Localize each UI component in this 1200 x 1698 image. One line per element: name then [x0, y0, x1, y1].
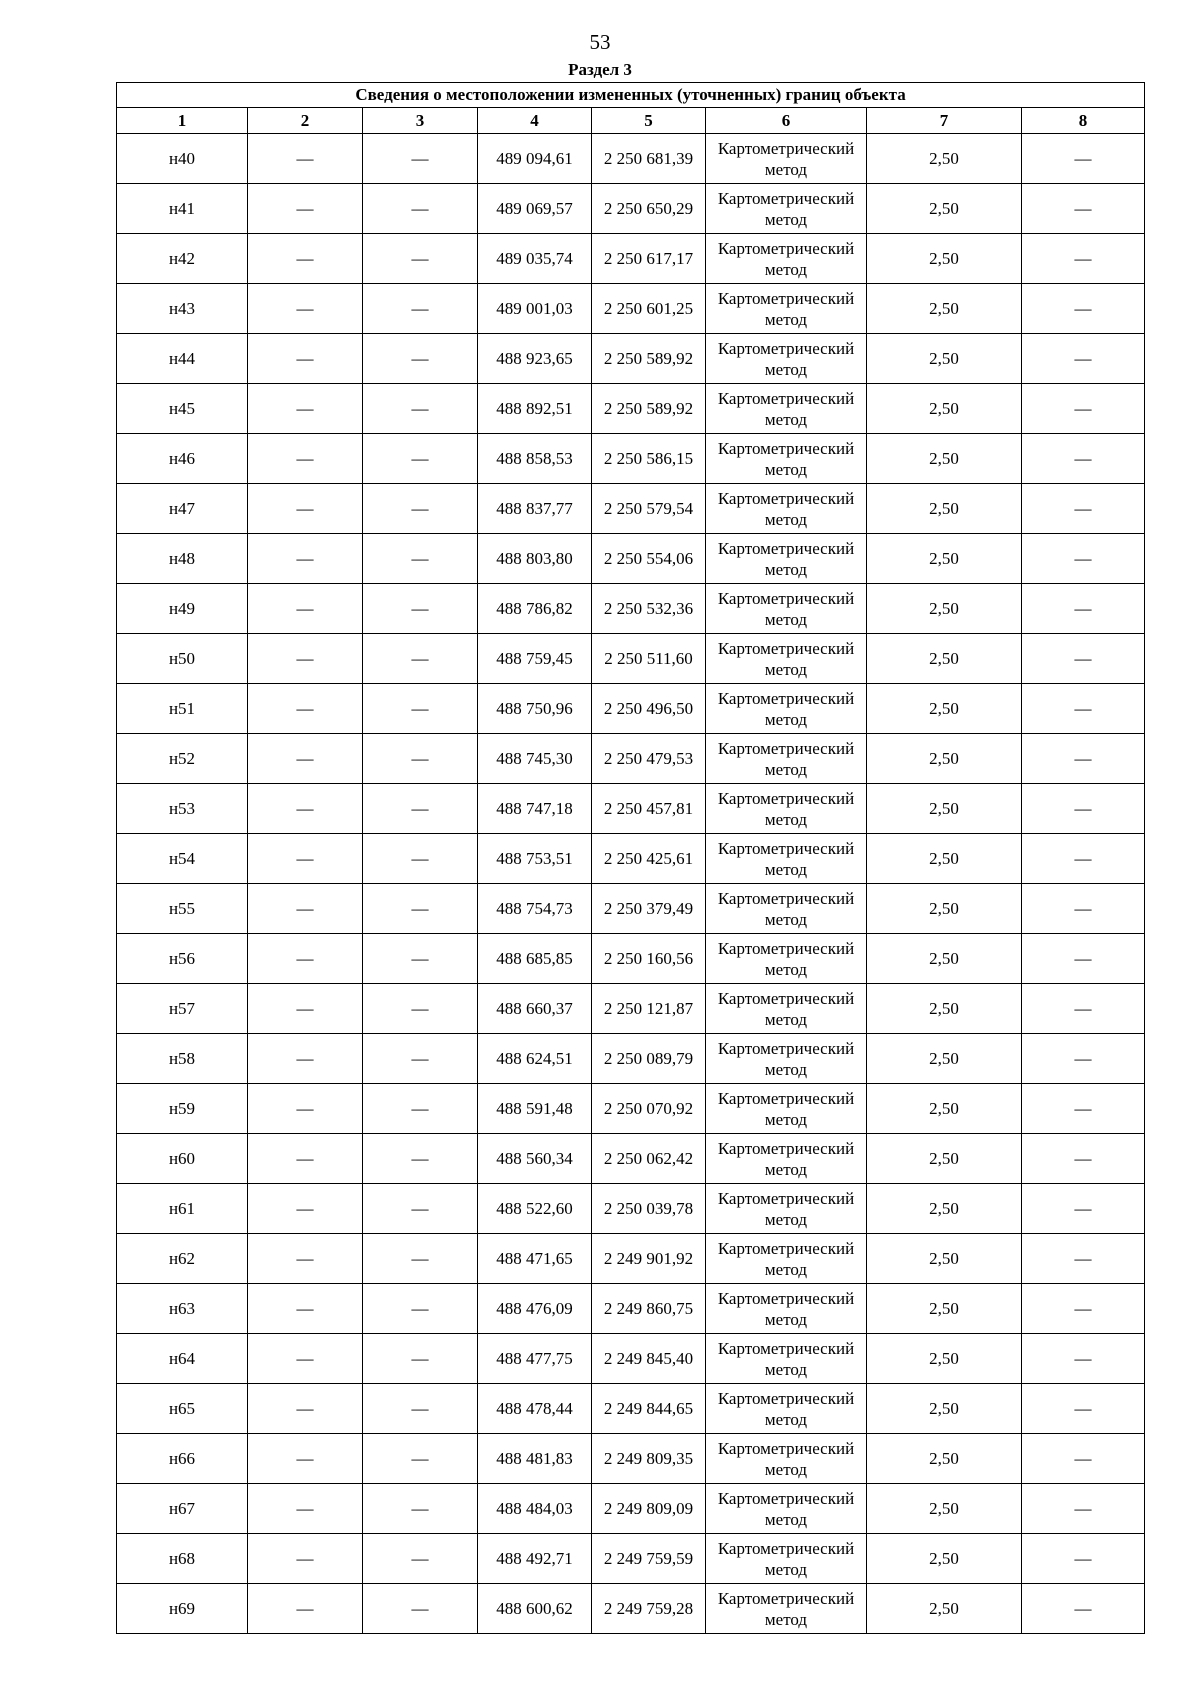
- point-number-cell: н67: [117, 1484, 248, 1534]
- column-3-cell: —: [363, 1234, 478, 1284]
- x-coordinate-cell: 488 600,62: [478, 1584, 592, 1634]
- column-2-cell: —: [248, 1184, 363, 1234]
- method-cell: Картометрический метод: [706, 1384, 867, 1434]
- x-coordinate-cell: 488 754,73: [478, 884, 592, 934]
- precision-cell: 2,50: [867, 1384, 1022, 1434]
- precision-cell: 2,50: [867, 834, 1022, 884]
- table-row: [117, 1334, 1145, 1384]
- column-3-cell: —: [363, 434, 478, 484]
- column-2-cell: —: [248, 1534, 363, 1584]
- column-8-cell: —: [1022, 234, 1145, 284]
- method-cell: Картометрический метод: [706, 184, 867, 234]
- point-number-cell: н56: [117, 934, 248, 984]
- column-2-cell: —: [248, 734, 363, 784]
- precision-cell: 2,50: [867, 184, 1022, 234]
- method-cell: Картометрический метод: [706, 1084, 867, 1134]
- point-number-cell: н57: [117, 984, 248, 1034]
- column-2-cell: —: [248, 484, 363, 534]
- column-number: 7: [867, 108, 1022, 134]
- y-coordinate-cell: 2 250 089,79: [592, 1034, 706, 1084]
- point-number-cell: н52: [117, 734, 248, 784]
- table-row: [117, 1234, 1145, 1284]
- column-8-cell: —: [1022, 284, 1145, 334]
- column-8-cell: —: [1022, 184, 1145, 234]
- precision-cell: 2,50: [867, 1434, 1022, 1484]
- column-3-cell: —: [363, 934, 478, 984]
- column-8-cell: —: [1022, 1384, 1145, 1434]
- precision-cell: 2,50: [867, 1334, 1022, 1384]
- precision-cell: 2,50: [867, 284, 1022, 334]
- precision-cell: 2,50: [867, 1534, 1022, 1584]
- y-coordinate-cell: 2 250 532,36: [592, 584, 706, 634]
- column-3-cell: —: [363, 234, 478, 284]
- y-coordinate-cell: 2 249 901,92: [592, 1234, 706, 1284]
- point-number-cell: н49: [117, 584, 248, 634]
- method-cell: Картометрический метод: [706, 734, 867, 784]
- column-8-cell: —: [1022, 684, 1145, 734]
- precision-cell: 2,50: [867, 1484, 1022, 1534]
- table-row: [117, 1484, 1145, 1534]
- method-cell: Картометрический метод: [706, 1584, 867, 1634]
- column-8-cell: —: [1022, 1234, 1145, 1284]
- method-cell: Картометрический метод: [706, 134, 867, 184]
- point-number-cell: н48: [117, 534, 248, 584]
- column-3-cell: —: [363, 1084, 478, 1134]
- x-coordinate-cell: 488 759,45: [478, 634, 592, 684]
- column-8-cell: —: [1022, 1434, 1145, 1484]
- y-coordinate-cell: 2 250 554,06: [592, 534, 706, 584]
- x-coordinate-cell: 488 471,65: [478, 1234, 592, 1284]
- point-number-cell: н53: [117, 784, 248, 834]
- column-2-cell: —: [248, 1584, 363, 1634]
- point-number-cell: н45: [117, 384, 248, 434]
- precision-cell: 2,50: [867, 234, 1022, 284]
- column-8-cell: —: [1022, 484, 1145, 534]
- method-cell: Картометрический метод: [706, 984, 867, 1034]
- y-coordinate-cell: 2 250 511,60: [592, 634, 706, 684]
- precision-cell: 2,50: [867, 434, 1022, 484]
- method-cell: Картометрический метод: [706, 434, 867, 484]
- point-number-cell: н55: [117, 884, 248, 934]
- precision-cell: 2,50: [867, 634, 1022, 684]
- column-3-cell: —: [363, 1584, 478, 1634]
- column-8-cell: —: [1022, 584, 1145, 634]
- point-number-cell: н59: [117, 1084, 248, 1134]
- method-cell: Картометрический метод: [706, 234, 867, 284]
- point-number-cell: н58: [117, 1034, 248, 1084]
- column-number: 6: [706, 108, 867, 134]
- x-coordinate-cell: 488 923,65: [478, 334, 592, 384]
- y-coordinate-cell: 2 250 589,92: [592, 334, 706, 384]
- column-3-cell: —: [363, 834, 478, 884]
- y-coordinate-cell: 2 250 070,92: [592, 1084, 706, 1134]
- x-coordinate-cell: 488 560,34: [478, 1134, 592, 1184]
- method-cell: Картометрический метод: [706, 834, 867, 884]
- column-2-cell: —: [248, 1434, 363, 1484]
- table-row: [117, 1384, 1145, 1434]
- x-coordinate-cell: 489 001,03: [478, 284, 592, 334]
- column-number: 1: [117, 108, 248, 134]
- y-coordinate-cell: 2 250 479,53: [592, 734, 706, 784]
- method-cell: Картометрический метод: [706, 784, 867, 834]
- x-coordinate-cell: 488 803,80: [478, 534, 592, 584]
- table-row: [117, 684, 1145, 734]
- column-2-cell: —: [248, 234, 363, 284]
- section-title: Раздел 3: [568, 60, 632, 79]
- method-cell: Картометрический метод: [706, 1484, 867, 1534]
- column-3-cell: —: [363, 634, 478, 684]
- x-coordinate-cell: 488 492,71: [478, 1534, 592, 1584]
- point-number-cell: н54: [117, 834, 248, 884]
- column-2-cell: —: [248, 284, 363, 334]
- point-number-cell: н68: [117, 1534, 248, 1584]
- table-row: [117, 634, 1145, 684]
- column-2-cell: —: [248, 984, 363, 1034]
- column-2-cell: —: [248, 434, 363, 484]
- table-row: [117, 234, 1145, 284]
- precision-cell: 2,50: [867, 134, 1022, 184]
- precision-cell: 2,50: [867, 1034, 1022, 1084]
- table-row: [117, 934, 1145, 984]
- y-coordinate-cell: 2 250 579,54: [592, 484, 706, 534]
- y-coordinate-cell: 2 250 496,50: [592, 684, 706, 734]
- table-row: [117, 984, 1145, 1034]
- x-coordinate-cell: 488 477,75: [478, 1334, 592, 1384]
- table-row: [117, 1134, 1145, 1184]
- precision-cell: 2,50: [867, 334, 1022, 384]
- x-coordinate-cell: 488 624,51: [478, 1034, 592, 1084]
- precision-cell: 2,50: [867, 1084, 1022, 1134]
- column-8-cell: —: [1022, 1184, 1145, 1234]
- table-row: [117, 1184, 1145, 1234]
- column-number: 8: [1022, 108, 1145, 134]
- y-coordinate-cell: 2 250 425,61: [592, 834, 706, 884]
- table-row: [117, 384, 1145, 434]
- column-3-cell: —: [363, 1434, 478, 1484]
- method-cell: Картометрический метод: [706, 584, 867, 634]
- point-number-cell: н65: [117, 1384, 248, 1434]
- y-coordinate-cell: 2 249 809,35: [592, 1434, 706, 1484]
- table-row: [117, 1284, 1145, 1334]
- x-coordinate-cell: 488 481,83: [478, 1434, 592, 1484]
- column-8-cell: —: [1022, 1584, 1145, 1634]
- table-row: [117, 784, 1145, 834]
- precision-cell: 2,50: [867, 1284, 1022, 1334]
- point-number-cell: н50: [117, 634, 248, 684]
- x-coordinate-cell: 489 094,61: [478, 134, 592, 184]
- y-coordinate-cell: 2 250 601,25: [592, 284, 706, 334]
- page-number: 53: [589, 30, 611, 54]
- column-3-cell: —: [363, 134, 478, 184]
- x-coordinate-cell: 488 747,18: [478, 784, 592, 834]
- y-coordinate-cell: 2 250 589,92: [592, 384, 706, 434]
- method-cell: Картометрический метод: [706, 1134, 867, 1184]
- column-8-cell: —: [1022, 984, 1145, 1034]
- point-number-cell: н61: [117, 1184, 248, 1234]
- method-cell: Картометрический метод: [706, 1434, 867, 1484]
- column-8-cell: —: [1022, 1134, 1145, 1184]
- column-2-cell: —: [248, 1284, 363, 1334]
- x-coordinate-cell: 488 786,82: [478, 584, 592, 634]
- method-cell: Картометрический метод: [706, 684, 867, 734]
- table-row: [117, 284, 1145, 334]
- column-8-cell: —: [1022, 1034, 1145, 1084]
- boundary-coordinates-table: [116, 82, 1145, 1634]
- method-cell: Картометрический метод: [706, 884, 867, 934]
- precision-cell: 2,50: [867, 384, 1022, 434]
- column-2-cell: —: [248, 684, 363, 734]
- precision-cell: 2,50: [867, 1184, 1022, 1234]
- point-number-cell: н62: [117, 1234, 248, 1284]
- column-3-cell: —: [363, 1384, 478, 1434]
- column-3-cell: —: [363, 784, 478, 834]
- column-3-cell: —: [363, 734, 478, 784]
- precision-cell: 2,50: [867, 1234, 1022, 1284]
- column-2-cell: —: [248, 784, 363, 834]
- y-coordinate-cell: 2 250 617,17: [592, 234, 706, 284]
- point-number-cell: н42: [117, 234, 248, 284]
- column-8-cell: —: [1022, 734, 1145, 784]
- column-number: 5: [592, 108, 706, 134]
- table-row: [117, 1534, 1145, 1584]
- point-number-cell: н47: [117, 484, 248, 534]
- column-8-cell: —: [1022, 1534, 1145, 1584]
- table-row: [117, 734, 1145, 784]
- precision-cell: 2,50: [867, 784, 1022, 834]
- method-cell: Картометрический метод: [706, 484, 867, 534]
- column-2-cell: —: [248, 1134, 363, 1184]
- column-2-cell: —: [248, 534, 363, 584]
- table-caption: Сведения о местоположении измененных (уточненных) границ объекта: [117, 83, 1145, 108]
- method-cell: Картометрический метод: [706, 934, 867, 984]
- column-3-cell: —: [363, 484, 478, 534]
- y-coordinate-cell: 2 250 586,15: [592, 434, 706, 484]
- method-cell: Картометрический метод: [706, 1534, 867, 1584]
- column-8-cell: —: [1022, 1484, 1145, 1534]
- column-2-cell: —: [248, 1334, 363, 1384]
- column-8-cell: —: [1022, 634, 1145, 684]
- method-cell: Картометрический метод: [706, 334, 867, 384]
- table-caption-row: [117, 83, 1145, 108]
- table-row: [117, 584, 1145, 634]
- precision-cell: 2,50: [867, 884, 1022, 934]
- x-coordinate-cell: 488 591,48: [478, 1084, 592, 1134]
- column-8-cell: —: [1022, 384, 1145, 434]
- point-number-cell: н40: [117, 134, 248, 184]
- y-coordinate-cell: 2 250 039,78: [592, 1184, 706, 1234]
- column-3-cell: —: [363, 1034, 478, 1084]
- table-row: [117, 1584, 1145, 1634]
- table-row: [117, 1034, 1145, 1084]
- y-coordinate-cell: 2 250 160,56: [592, 934, 706, 984]
- y-coordinate-cell: 2 250 681,39: [592, 134, 706, 184]
- column-2-cell: —: [248, 1484, 363, 1534]
- column-3-cell: —: [363, 184, 478, 234]
- table-row: [117, 134, 1145, 184]
- y-coordinate-cell: 2 249 809,09: [592, 1484, 706, 1534]
- method-cell: Картометрический метод: [706, 634, 867, 684]
- x-coordinate-cell: 488 892,51: [478, 384, 592, 434]
- x-coordinate-cell: 488 660,37: [478, 984, 592, 1034]
- column-8-cell: —: [1022, 434, 1145, 484]
- precision-cell: 2,50: [867, 684, 1022, 734]
- column-number: 2: [248, 108, 363, 134]
- precision-cell: 2,50: [867, 1134, 1022, 1184]
- column-8-cell: —: [1022, 1334, 1145, 1384]
- table-body: [117, 134, 1145, 1634]
- method-cell: Картометрический метод: [706, 384, 867, 434]
- point-number-cell: н63: [117, 1284, 248, 1334]
- method-cell: Картометрический метод: [706, 1234, 867, 1284]
- y-coordinate-cell: 2 249 759,59: [592, 1534, 706, 1584]
- precision-cell: 2,50: [867, 584, 1022, 634]
- method-cell: Картометрический метод: [706, 534, 867, 584]
- column-3-cell: —: [363, 284, 478, 334]
- method-cell: Картометрический метод: [706, 284, 867, 334]
- column-2-cell: —: [248, 1084, 363, 1134]
- point-number-cell: н46: [117, 434, 248, 484]
- column-3-cell: —: [363, 384, 478, 434]
- column-8-cell: —: [1022, 834, 1145, 884]
- column-8-cell: —: [1022, 784, 1145, 834]
- column-8-cell: —: [1022, 534, 1145, 584]
- point-number-cell: н66: [117, 1434, 248, 1484]
- column-2-cell: —: [248, 1234, 363, 1284]
- column-3-cell: —: [363, 684, 478, 734]
- method-cell: Картометрический метод: [706, 1334, 867, 1384]
- y-coordinate-cell: 2 249 844,65: [592, 1384, 706, 1434]
- x-coordinate-cell: 488 476,09: [478, 1284, 592, 1334]
- column-3-cell: —: [363, 584, 478, 634]
- column-2-cell: —: [248, 1384, 363, 1434]
- method-cell: Картометрический метод: [706, 1184, 867, 1234]
- y-coordinate-cell: 2 250 121,87: [592, 984, 706, 1034]
- y-coordinate-cell: 2 250 457,81: [592, 784, 706, 834]
- column-2-cell: —: [248, 584, 363, 634]
- x-coordinate-cell: 488 858,53: [478, 434, 592, 484]
- column-number: 3: [363, 108, 478, 134]
- column-8-cell: —: [1022, 934, 1145, 984]
- table-row: [117, 434, 1145, 484]
- column-2-cell: —: [248, 184, 363, 234]
- table-row: [117, 184, 1145, 234]
- precision-cell: 2,50: [867, 934, 1022, 984]
- point-number-cell: н64: [117, 1334, 248, 1384]
- table-row: [117, 534, 1145, 584]
- y-coordinate-cell: 2 250 062,42: [592, 1134, 706, 1184]
- column-8-cell: —: [1022, 134, 1145, 184]
- column-3-cell: —: [363, 334, 478, 384]
- column-3-cell: —: [363, 984, 478, 1034]
- x-coordinate-cell: 489 035,74: [478, 234, 592, 284]
- table-row: [117, 1434, 1145, 1484]
- column-3-cell: —: [363, 1334, 478, 1384]
- precision-cell: 2,50: [867, 734, 1022, 784]
- precision-cell: 2,50: [867, 1584, 1022, 1634]
- table-row: [117, 834, 1145, 884]
- x-coordinate-cell: 488 837,77: [478, 484, 592, 534]
- column-3-cell: —: [363, 534, 478, 584]
- table-row: [117, 1084, 1145, 1134]
- x-coordinate-cell: 489 069,57: [478, 184, 592, 234]
- point-number-cell: н69: [117, 1584, 248, 1634]
- column-2-cell: —: [248, 934, 363, 984]
- column-8-cell: —: [1022, 334, 1145, 384]
- column-8-cell: —: [1022, 1284, 1145, 1334]
- column-2-cell: —: [248, 884, 363, 934]
- table-row: [117, 334, 1145, 384]
- column-8-cell: —: [1022, 884, 1145, 934]
- point-number-cell: н43: [117, 284, 248, 334]
- column-2-cell: —: [248, 384, 363, 434]
- y-coordinate-cell: 2 250 379,49: [592, 884, 706, 934]
- x-coordinate-cell: 488 522,60: [478, 1184, 592, 1234]
- x-coordinate-cell: 488 484,03: [478, 1484, 592, 1534]
- column-3-cell: —: [363, 1484, 478, 1534]
- point-number-cell: н44: [117, 334, 248, 384]
- y-coordinate-cell: 2 250 650,29: [592, 184, 706, 234]
- x-coordinate-cell: 488 753,51: [478, 834, 592, 884]
- column-2-cell: —: [248, 834, 363, 884]
- x-coordinate-cell: 488 745,30: [478, 734, 592, 784]
- column-3-cell: —: [363, 1184, 478, 1234]
- precision-cell: 2,50: [867, 984, 1022, 1034]
- table-row: [117, 484, 1145, 534]
- method-cell: Картометрический метод: [706, 1034, 867, 1084]
- column-8-cell: —: [1022, 1084, 1145, 1134]
- column-2-cell: —: [248, 134, 363, 184]
- column-2-cell: —: [248, 334, 363, 384]
- y-coordinate-cell: 2 249 860,75: [592, 1284, 706, 1334]
- x-coordinate-cell: 488 478,44: [478, 1384, 592, 1434]
- table-row: [117, 884, 1145, 934]
- x-coordinate-cell: 488 685,85: [478, 934, 592, 984]
- point-number-cell: н60: [117, 1134, 248, 1184]
- column-3-cell: —: [363, 1284, 478, 1334]
- column-number: 4: [478, 108, 592, 134]
- x-coordinate-cell: 488 750,96: [478, 684, 592, 734]
- point-number-cell: н51: [117, 684, 248, 734]
- y-coordinate-cell: 2 249 759,28: [592, 1584, 706, 1634]
- point-number-cell: н41: [117, 184, 248, 234]
- column-3-cell: —: [363, 884, 478, 934]
- precision-cell: 2,50: [867, 484, 1022, 534]
- method-cell: Картометрический метод: [706, 1284, 867, 1334]
- y-coordinate-cell: 2 249 845,40: [592, 1334, 706, 1384]
- column-2-cell: —: [248, 634, 363, 684]
- column-3-cell: —: [363, 1134, 478, 1184]
- precision-cell: 2,50: [867, 534, 1022, 584]
- column-number-row: [117, 108, 1145, 134]
- column-3-cell: —: [363, 1534, 478, 1584]
- column-2-cell: —: [248, 1034, 363, 1084]
